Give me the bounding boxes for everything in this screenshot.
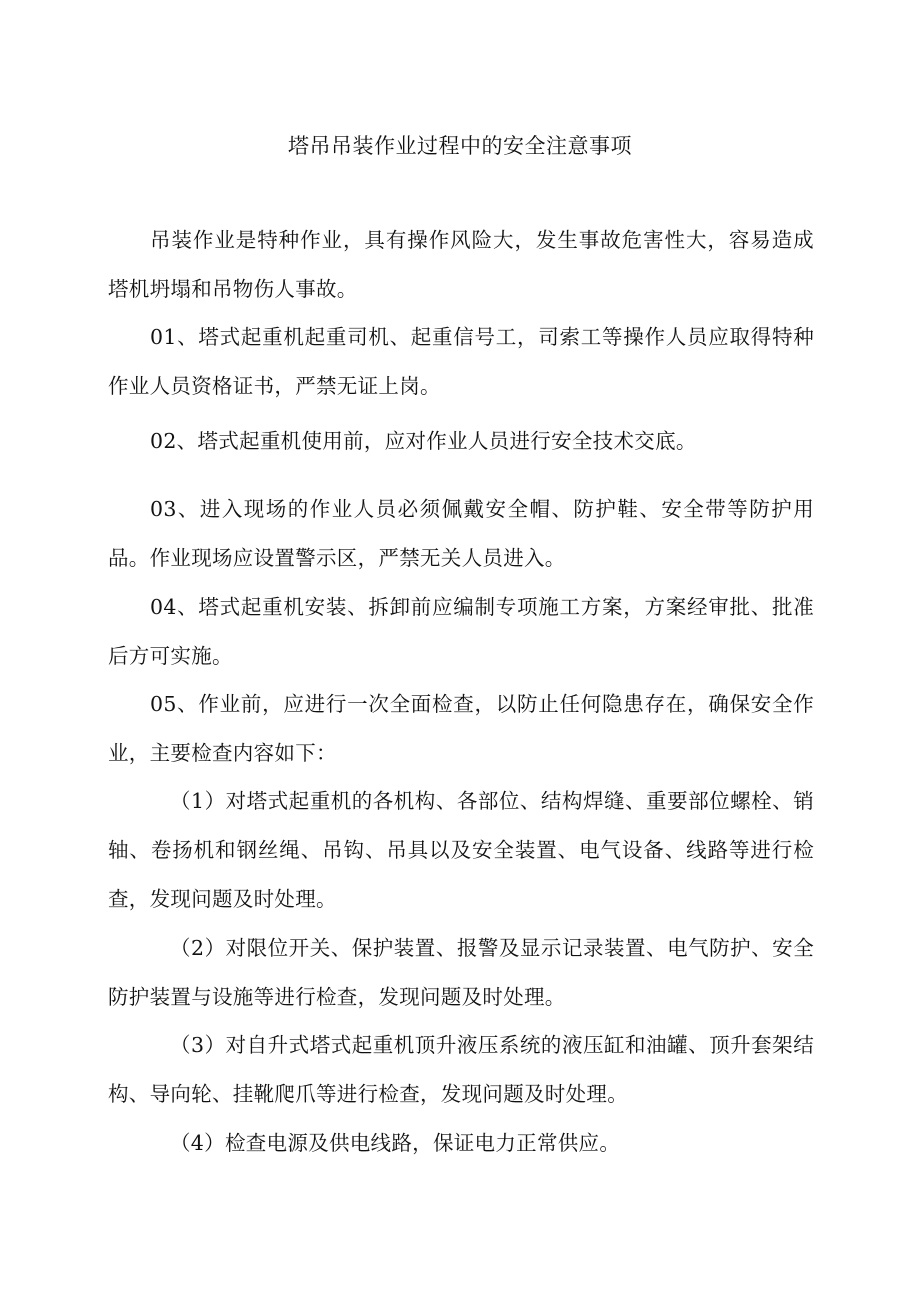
intro-paragraph: 吊装作业是特种作业，具有操作风险大，发生事故危害性大，容易造成塔机坍塌和吊物伤人事故。 [108,228,814,301]
item-03-paragraph: 03、进入现场的作业人员必须佩戴安全帽、防护鞋、安全带等防护用品。作业现场应设置警示区，严禁无关人员进入。 [108,497,814,570]
item-04-paragraph: 04、塔式起重机安装、拆卸前应编制专项施工方案，方案经审批、批准后方可实施。 [108,595,814,668]
check-item-4-paragraph: （4）检查电源及供电线路，保证电力正常供应。 [170,1131,621,1155]
item-05-paragraph: 05、作业前，应进行一次全面检查，以防止任何隐患存在，确保安全作业，主要检查内容如下： [108,692,814,765]
check-item-3-paragraph: （3）对自升式塔式起重机顶升液压系统的液压缸和油罐、顶升套架结构、导向轮、挂靴爬爪等进行检查，发现问题及时处理。 [108,1033,814,1106]
item-01-paragraph: 01、塔式起重机起重司机、起重信号工，司索工等操作人员应取得特种作业人员资格证书，严禁无证上岗。 [108,325,814,398]
document-title: 塔吊吊装作业过程中的安全注意事项 [288,134,632,158]
item-02-paragraph: 02、塔式起重机使用前，应对作业人员进行安全技术交底。 [150,429,697,453]
check-item-2-paragraph: （2）对限位开关、保护装置、报警及显示记录装置、电气防护、安全防护装置与设施等进行检查，发现问题及时处理。 [108,936,814,1009]
check-item-1-paragraph: （1）对塔式起重机的各机构、各部位、结构焊缝、重要部位螺栓、销轴、卷扬机和钢丝绳、吊钩、吊具以及安全装置、电气设备、线路等进行检查，发现问题及时处理。 [108,789,814,911]
